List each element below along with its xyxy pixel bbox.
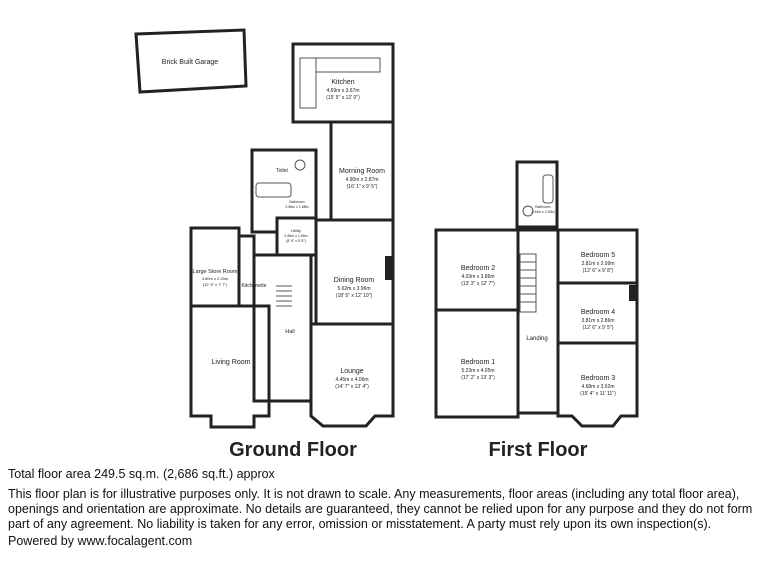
morning-room-dims-ft: (16' 1" x 9' 5") xyxy=(346,184,378,190)
living-room-label: Living Room xyxy=(211,359,251,366)
toilet-label: Toilet xyxy=(276,168,288,174)
lounge-dims-m: 4.45m x 4.06m xyxy=(335,377,369,383)
bedroom4-label: Bedroom 4 xyxy=(580,309,616,316)
large-store-label: Large Store Room xyxy=(192,269,238,275)
kitchen-dims-ft: (15' 5" x 12' 0") xyxy=(326,95,360,101)
dining-room-dims-ft: (18' 5" x 12' 10") xyxy=(335,293,373,299)
hall-label: Hall xyxy=(285,329,295,335)
ff-bathroom-dims: 2.94m x 2.63m xyxy=(531,210,555,214)
dining-room-label: Dining Room xyxy=(333,277,375,284)
bedroom5-dims-ft: (12' 6" x 9' 8") xyxy=(582,268,614,274)
kitchen-dims-m: 4.69m x 3.67m xyxy=(326,88,360,94)
bedroom1-dims-m: 5.23m x 4.05m xyxy=(461,368,495,374)
bedroom3-dims-ft: (15' 4" x 11' 11") xyxy=(580,391,616,397)
first-floor-title: First Floor xyxy=(488,439,588,461)
utility-dims-m: 2.66m x 1.65m xyxy=(284,234,308,238)
ff-bathtub xyxy=(543,175,553,203)
lounge-outline xyxy=(311,324,393,426)
toilet-bath-outline xyxy=(252,150,316,232)
kitchen-label: Kitchen xyxy=(331,79,355,86)
powered-by-link[interactable]: Powered by www.focalagent.com xyxy=(8,534,193,548)
chimney-breast-dining xyxy=(385,256,393,280)
morning-room-label: Morning Room xyxy=(339,168,385,175)
bedroom2-dims-m: 4.03m x 3.86m xyxy=(461,274,495,280)
disclaimer-text: This floor plan is for illustrative purposes only. It is not drawn to scale. Any measurements, floor areas (including any total floor area), openings and orientation are approximate. No details are guaranteed, they cannot be relied upon for any purpose and they do not form part of any agreement. No liability is taken for any error, omission or misstatement. A party must rely upon its own inspection(s). xyxy=(8,487,753,531)
ground-floor-title: Ground Floor xyxy=(229,439,357,461)
bathtub xyxy=(256,183,291,197)
lounge-label: Lounge xyxy=(340,368,364,375)
bedroom4-dims-m: 3.81m x 2.86m xyxy=(581,318,615,324)
ff-bathroom-outline xyxy=(517,162,557,227)
bedroom1-dims-ft: (17' 2" x 13' 3") xyxy=(461,375,495,381)
utility-label: Utility xyxy=(291,228,301,233)
bedroom4-dims-ft: (12' 6" x 9' 5") xyxy=(582,325,614,331)
bedroom2-dims-ft: (13' 3" x 12' 7") xyxy=(461,281,495,287)
toilet-bowl xyxy=(295,160,305,170)
bedroom3-label: Bedroom 3 xyxy=(580,375,616,382)
bedroom1-label: Bedroom 1 xyxy=(460,359,496,366)
bedroom2-label: Bedroom 2 xyxy=(460,265,496,272)
bedroom5-label: Bedroom 5 xyxy=(580,252,616,259)
first-staircase xyxy=(520,254,536,312)
lounge-dims-ft: (14' 7" x 13' 4") xyxy=(335,384,369,390)
gf-bathroom-label: Bathroom xyxy=(289,200,305,204)
dining-room-outline xyxy=(316,220,393,324)
kitchenette-outline xyxy=(239,236,254,306)
total-floor-area: Total floor area 249.5 sq.m. (2,686 sq.ft.) approx xyxy=(8,467,275,481)
morning-room-dims-m: 4.90m x 2.87m xyxy=(345,177,379,183)
ff-bathroom-label: Bathroom xyxy=(535,205,551,209)
large-store-outline xyxy=(191,228,239,306)
kitchen-counter xyxy=(300,58,316,108)
chimney-breast-bedroom4 xyxy=(629,285,637,301)
ground-staircase xyxy=(276,286,292,306)
kitchenette-label: Kitchenette xyxy=(241,283,267,289)
living-room-outline xyxy=(191,306,269,427)
bedroom3-dims-m: 4.68m x 3.62m xyxy=(581,384,615,390)
landing-outline xyxy=(518,230,558,413)
landing-label: Landing xyxy=(526,336,548,342)
kitchen-counter-top xyxy=(316,58,380,72)
large-store-dims-ft: (12' 5" x 7' 7") xyxy=(202,282,228,287)
dining-room-dims-m: 5.62m x 3.96m xyxy=(337,286,371,292)
bedroom5-dims-m: 3.81m x 2.99m xyxy=(581,261,615,267)
large-store-dims-m: 3.80m x 2.29m xyxy=(201,276,229,281)
utility-dims-ft: (8' 9" x 5' 5") xyxy=(286,239,306,243)
gf-bathroom-dims: 2.56m x 1.68m xyxy=(285,205,309,209)
hall-outline xyxy=(254,255,311,401)
garage-label: Brick Built Garage xyxy=(161,59,219,66)
